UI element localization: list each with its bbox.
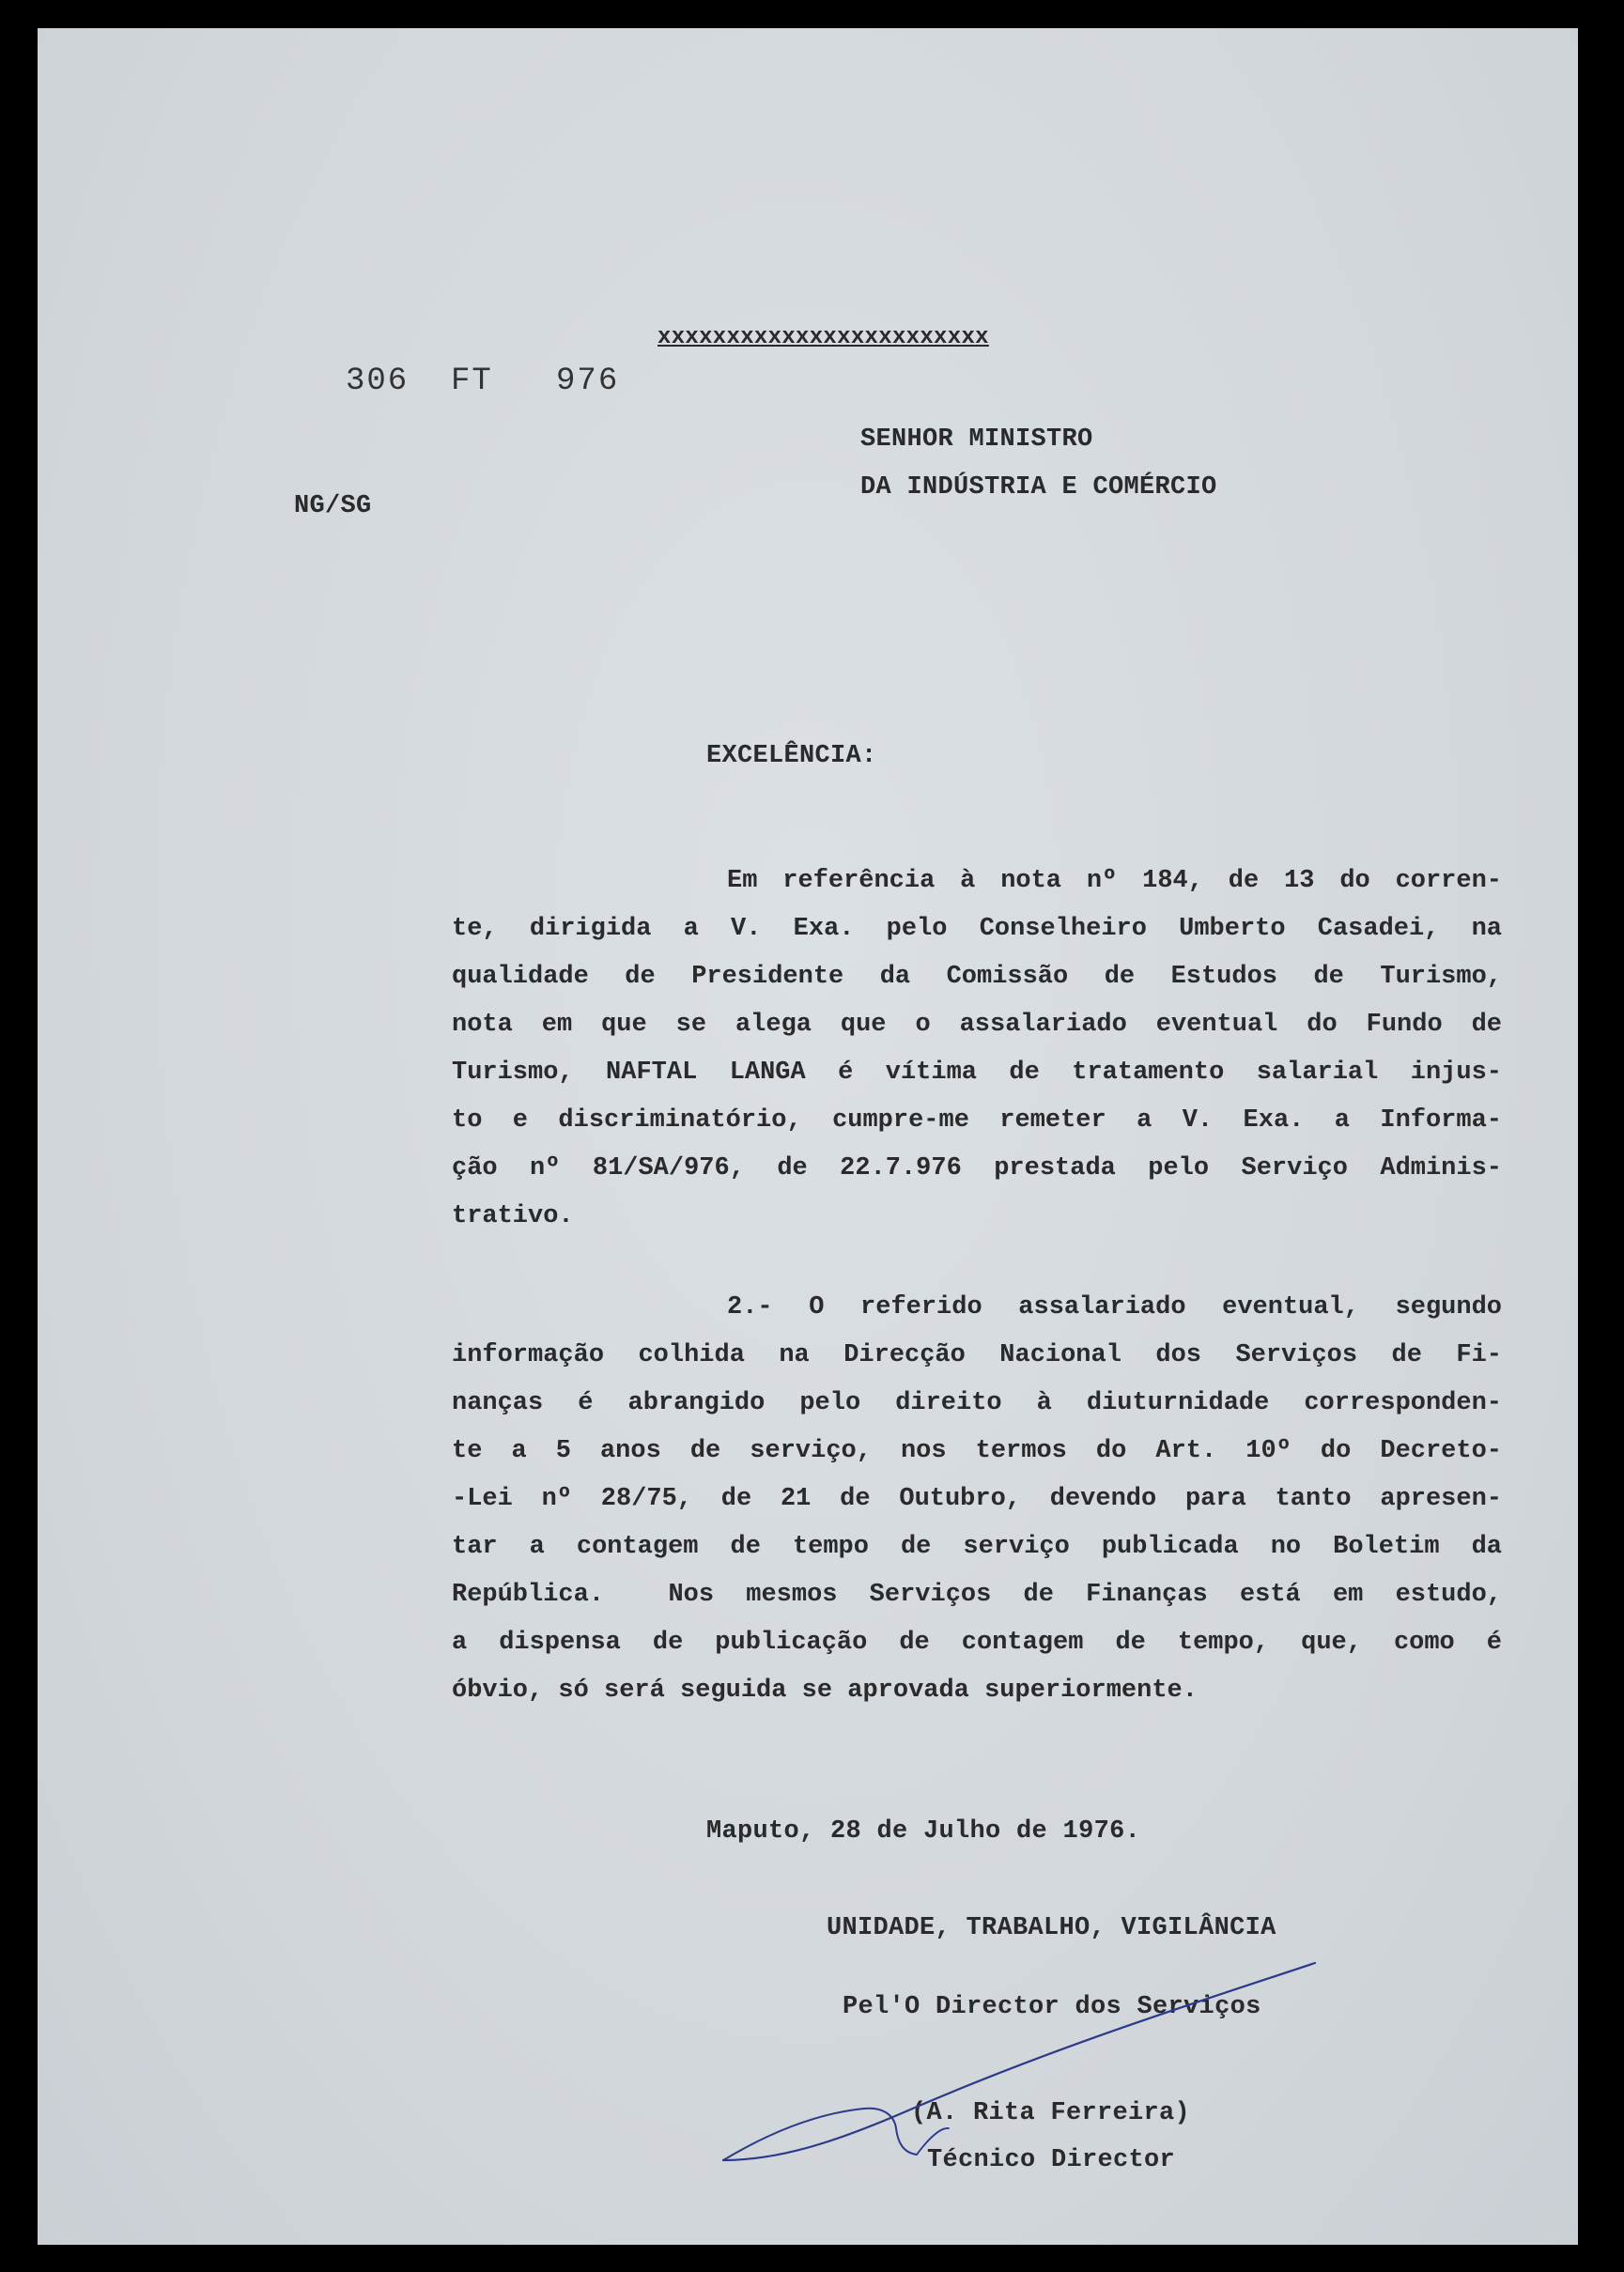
paragraph-2-line: República. Nos mesmos Serviços de Finanças está em estudo, bbox=[452, 1581, 1502, 1609]
letter-page bbox=[38, 28, 1578, 2245]
paragraph-2-line: óbvio, só será seguida se aprovada superiormente. bbox=[452, 1677, 1198, 1705]
paragraph-2-line: a dispensa de publicação de contagem de tempo, que, como é bbox=[452, 1629, 1502, 1657]
signatory-title: Técnico Director bbox=[927, 2146, 1176, 2174]
signatory-name: (A. Rita Ferreira) bbox=[911, 2099, 1191, 2127]
paragraph-1-line: Turismo, NAFTAL LANGA é vítima de tratamento salarial injus- bbox=[452, 1059, 1502, 1087]
recipient-line-1: SENHOR MINISTRO bbox=[860, 425, 1093, 454]
place-and-date: Maputo, 28 de Julho de 1976. bbox=[706, 1817, 1141, 1846]
paragraph-1-line: nota em que se alega que o assalariado eventual do Fundo de bbox=[452, 1011, 1502, 1039]
on-behalf-line: Pel'O Director dos Serviços bbox=[843, 1993, 1261, 2021]
paragraph-1-line: te, dirigida a V. Exa. pelo Conselheiro Umberto Casadei, na bbox=[452, 915, 1502, 943]
handwritten-signature bbox=[695, 1944, 1409, 2170]
paragraph-2-line: tar a contagem de tempo de serviço publicada no Boletim da bbox=[452, 1533, 1502, 1561]
paragraph-1-line: Em referência à nota nº 184, de 13 do corren- bbox=[727, 867, 1502, 895]
paragraph-2-line: informação colhida na Direcção Nacional dos Serviços de Fi- bbox=[452, 1341, 1502, 1369]
paragraph-2-line: -Lei nº 28/75, de 21 de Outubro, devendo para tanto apresen- bbox=[452, 1485, 1502, 1513]
paragraph-2-line: te a 5 anos de serviço, nos termos do Art. 10º do Decreto- bbox=[452, 1437, 1502, 1465]
motto: UNIDADE, TRABALHO, VIGILÂNCIA bbox=[827, 1914, 1276, 1942]
paragraph-1-line: to e discriminatório, cumpre-me remeter a V. Exa. a Informa- bbox=[452, 1106, 1502, 1135]
paragraph-1-line: trativo. bbox=[452, 1202, 574, 1230]
recipient-line-2: DA INDÚSTRIA E COMÉRCIO bbox=[860, 473, 1217, 502]
reference-number: 306 FT 976 bbox=[346, 363, 620, 399]
paragraph-2 bbox=[452, 1284, 1502, 1715]
sender-initials: NG/SG bbox=[294, 492, 372, 520]
paragraph-2-line: nanças é abrangido pelo direito à diuturnidade corresponden- bbox=[452, 1389, 1502, 1417]
salutation: EXCELÊNCIA: bbox=[706, 742, 877, 770]
paragraph-2-line: 2.- O referido assalariado eventual, segundo bbox=[727, 1293, 1502, 1321]
paragraph-1-line: qualidade de Presidente da Comissão de Estudos de Turismo, bbox=[452, 963, 1502, 991]
paragraph-1 bbox=[452, 858, 1502, 1241]
struck-header-line: xxxxxxxxxxxxxxxxxxxxxxxx bbox=[657, 325, 989, 350]
paragraph-1-line: ção nº 81/SA/976, de 22.7.976 prestada pelo Serviço Adminis- bbox=[452, 1154, 1502, 1182]
